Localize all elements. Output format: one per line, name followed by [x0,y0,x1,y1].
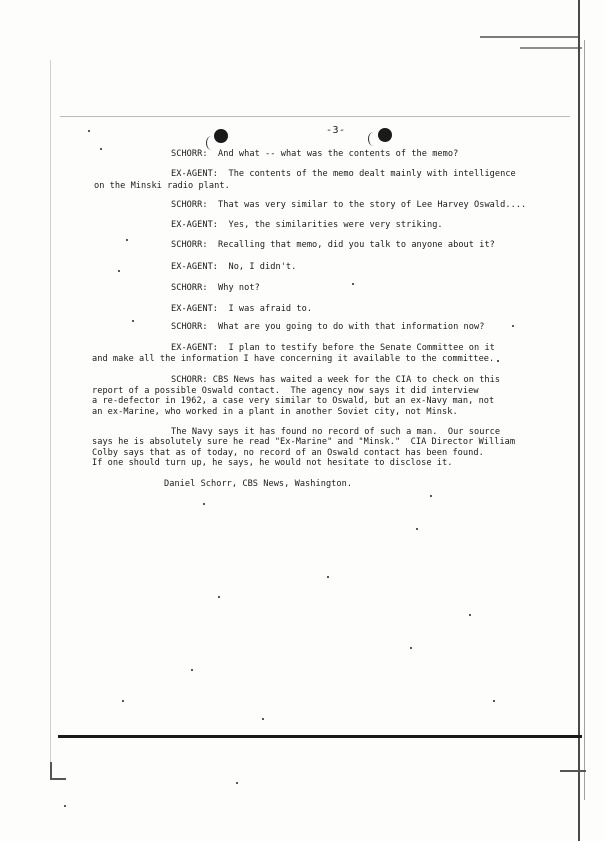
narration-line: Colby says that as of today, no record of an Oswald contact has been found. [92,448,484,458]
speck [469,614,471,616]
speaker: EX-AGENT: [171,169,219,179]
speck [512,325,514,327]
corner-mark-bottom-left [50,762,66,780]
narration-line: The Navy says it has found no record of such a man. Our source [171,427,501,437]
speck [118,270,120,272]
dialogue-text: And what -- what was the contents of the memo? [218,149,459,159]
dialogue-line-7 [171,283,260,293]
dialogue-text: The contents of the memo dealt mainly with intelligence [228,169,516,179]
dialogue-line-8 [171,304,312,314]
scan-mark-top [480,36,580,38]
speck [493,700,495,702]
signoff: Daniel Schorr, CBS News, Washington. [164,479,353,489]
speck [100,148,102,150]
dialogue-line-10 [171,343,495,353]
speck [327,576,329,578]
narration-line: an ex-Marine, who worked in a plant in another Soviet city, not Minsk. [92,407,458,417]
corner-mark-bottom-right [560,770,586,772]
narration-line: If one should turn up, he says, he would not hesitate to disclose it. [92,458,453,468]
speck [410,647,412,649]
speck [132,320,134,322]
page-edge-right-inner [584,40,585,800]
speck [126,239,128,241]
dialogue-line-2 [171,169,516,179]
speck [218,596,220,598]
page-edge-left [50,60,51,780]
speaker: EX-AGENT: [171,220,219,230]
speck [191,669,193,671]
narration-line: a re-defector in 1962, a case very similar to Oswald, but an ex-Navy man, not [92,396,495,406]
dialogue-line-9 [171,322,484,332]
dialogue-text: Recalling that memo, did you talk to anyone about it? [218,240,495,250]
punch-arc-left [206,136,217,150]
speck [122,700,124,702]
speck [262,718,264,720]
dialogue-line-1 [171,149,458,159]
speck [416,528,418,530]
dialogue-text: That was very similar to the story of Lee Harvey Oswald.... [218,200,527,210]
speaker: EX-AGENT: [171,262,219,272]
speck [430,495,432,497]
dialogue-text: I plan to testify before the Senate Committee on it [228,343,495,353]
narration-line: SCHORR: CBS News has waited a week for the CIA to check on this [171,375,501,385]
speaker: SCHORR: [171,200,208,210]
bottom-rule [58,735,582,738]
speaker: SCHORR: [171,149,208,159]
speaker: SCHORR: [171,322,208,332]
speck [88,130,90,132]
page-number: -3- [326,125,346,136]
dialogue-continuation: and make all the information I have concerning it available to the committee. [92,354,495,364]
speck [203,503,205,505]
dialogue-line-5 [171,240,495,250]
punch-arc-right [368,132,379,146]
dialogue-line-6 [171,262,296,272]
speck [497,360,499,362]
dialogue-text: No, I didn't. [228,262,297,272]
page-edge-right [578,0,580,841]
narration-line: says he is absolutely sure he read "Ex-Marine" and "Minsk." CIA Director William [92,437,516,447]
scan-mark-top-2 [520,47,582,49]
speck [352,283,354,285]
dialogue-line-3 [171,200,526,210]
dialogue-text: What are you going to do with that information now? [218,322,485,332]
speaker: SCHORR: [171,240,208,250]
speck [64,805,66,807]
speaker: EX-AGENT: [171,343,219,353]
dialogue-continuation: on the Minski radio plant. [94,181,230,191]
speaker: EX-AGENT: [171,304,219,314]
speck [236,782,238,784]
punch-hole-right [378,128,392,142]
dialogue-text: Why not? [218,283,260,293]
narration-line: report of a possible Oswald contact. The agency now says it did interview [92,386,479,396]
speaker: SCHORR: [171,283,208,293]
top-rule [60,116,570,117]
dialogue-text: I was afraid to. [228,304,313,314]
dialogue-line-4 [171,220,443,230]
dialogue-text: Yes, the similarities were very striking. [228,220,443,230]
